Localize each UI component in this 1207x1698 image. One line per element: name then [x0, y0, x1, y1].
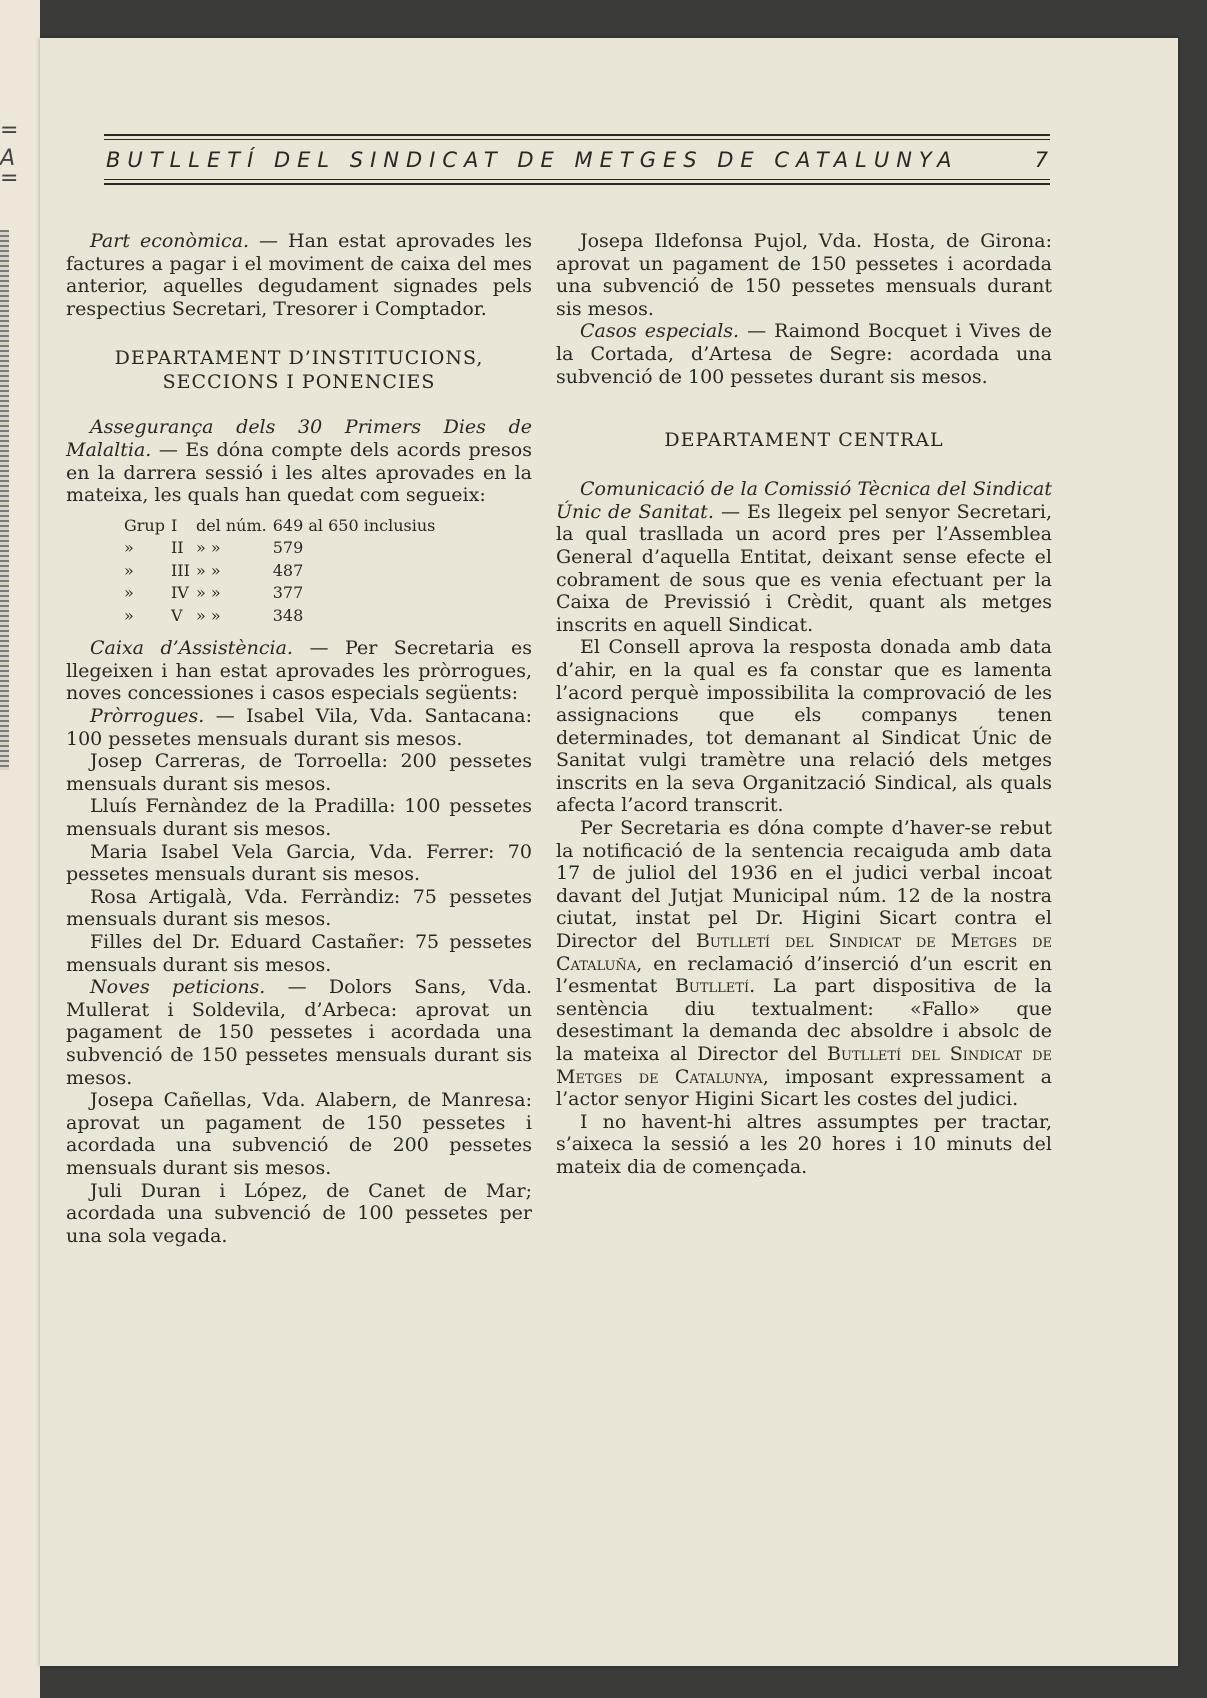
- paragraph-text: — Es llegeix pel senyor Secretari, la qual trasllada un acord pres per l’Assemblea General d’aquella Entitat, deixant sense efecte el cobrament de sous que es venia efectuant per la Caixa de Previssió i Crèdit, quant als metges inscrits en aquell Sindicat.: [556, 500, 1052, 636]
- header-rule-top: [104, 134, 1050, 136]
- paragraph-text: , en reclamació d’inserció d’un escrit en l’esmentat: [556, 952, 1052, 998]
- table-cell: III: [170, 560, 190, 580]
- table-cell: Grup: [124, 515, 165, 535]
- header-rule-bottom: [104, 183, 1050, 185]
- section-heading: DEPARTAMENT CENTRAL: [664, 429, 944, 452]
- groups-table: [124, 515, 441, 628]
- paragraph: Rosa Artigalà, Vda. Ferràndiz: 75 pessetes mensuals durant sis mesos.: [66, 885, 532, 931]
- paragraph-text: Per Secretaria es dóna compte d’haver-se rebut la notificació de la sentencia recaiguda amb data 17 de juliol del 1936 en el judici verbal incoat davant del Jutjat Municipal núm. 12 de la nostra ciutat, instat pel Dr. Higini Sicart contra el Director del: [556, 817, 1052, 953]
- table-cell: » »: [195, 560, 221, 580]
- paragraph: Josepa Cañellas, Vda. Alabern, de Manresa: aprovat un pagament de 150 pessetes i acordada una subvenció de 200 pessetes mensuals durant sis mesos.: [66, 1089, 532, 1179]
- paragraph-text: — Raimond Bocquet i Vives de la Cortada, d’Artesa de Segre: acordada una subvenció de 100 pessetes durant sis mesos.: [556, 320, 1052, 388]
- paragraph: Maria Isabel Vela Garcia, Vda. Ferrer: 70 pessetes mensuals durant sis mesos.: [66, 840, 532, 886]
- table-cell: V: [170, 605, 183, 625]
- run-in-heading: Caixa d’Assistència.: [90, 637, 293, 660]
- paragraph-text: — Es dóna compte dels acords presos en la darrera sessió i les altes aprovades en la mateixa, les quals han quedat com segueix:: [66, 438, 532, 507]
- paragraph-text: . La part dispositiva de la sentència diu textualment: «Fallo» que desestimant la demanda dec absoldre i absolc de la mateixa al Director del: [556, 975, 1052, 1065]
- table-cell: II: [170, 538, 184, 558]
- page-edge-mark: =: [0, 166, 19, 191]
- run-in-heading: Comunicació de la Comissió Tècnica del Sindicat Únic de Sanitat.: [556, 478, 1052, 523]
- paragraph-text: , imposant expressament a l’actor senyor Higini Sicart les costes del judici.: [556, 1065, 1052, 1111]
- table-cell: » »: [195, 538, 221, 558]
- paragraph-text: — Isabel Vila, Vda. Santacana: 100 pessetes mensuals durant sis mesos.: [66, 705, 532, 750]
- paragraph: [556, 478, 1052, 636]
- table-cell: 579: [272, 538, 304, 558]
- page-number: 7: [1034, 148, 1048, 172]
- table-row: [124, 560, 441, 583]
- table-cell: »: [124, 605, 134, 625]
- paragraph: Lluís Fernàndez de la Pradilla: 100 pessetes mensuals durant sis mesos.: [66, 795, 532, 840]
- page-edge-mark: =: [0, 118, 19, 143]
- paragraph-text: — Han estat aprovades les factures a pagar i el moviment de caixa del mes anterior, aquelles degudament signades pels respectius Secretari, Tresorer i Comptador.: [66, 230, 532, 320]
- table-cell: 377: [272, 583, 304, 603]
- run-in-heading: Assegurança dels 30 Primers Dies de Malaltia.: [66, 416, 532, 461]
- page-edge-mark: A: [0, 146, 16, 171]
- journal-name: Butlletí del Sindicat de Metges de Catalunya: [556, 1043, 1052, 1088]
- paragraph-text: — Per Secretaria es llegeixen i han estat aprovades les pròrrogues, noves concessiones i casos especials següents:: [66, 637, 532, 705]
- run-in-heading: Pròrrogues.: [90, 705, 205, 728]
- table-cell: »: [124, 583, 134, 603]
- paragraph: Juli Duran i López, de Canet de Mar; acordada una subvenció de 100 pessetes per una sola vegada.: [66, 1179, 532, 1247]
- running-header: [104, 146, 1050, 178]
- adjacent-page-edge: [0, 0, 40, 1698]
- page-edge-lines: [0, 230, 9, 770]
- paragraph-text: — Dolors Sans, Vda. Mullerat i Soldevila, d’Arbeca: aprovat un pagament de 150 pessetes i acordada una subvenció de 150 pessetes mensuals durant sis mesos.: [66, 976, 532, 1089]
- table-cell: » »: [195, 605, 221, 625]
- paragraph: El Consell aprova la resposta donada amb data d’ahir, en la qual es fa constar que es lamenta l’acord perquè impossibilita la comprovació de les assignacions que els companys tenen determinades, tot demanant al Sindicat Únic de Sanitat vulgi tramètre una relació dels metges inscrits en la seva Organització Sindical, als quals afecta l’acord transcrit.: [556, 636, 1052, 817]
- run-in-heading: Noves peticions.: [90, 976, 266, 999]
- table-cell: 649 al 650 inclusius: [272, 515, 436, 535]
- table-cell: IV: [170, 583, 189, 603]
- table-cell: del núm.: [195, 515, 267, 535]
- paragraph: [66, 705, 532, 750]
- run-in-heading: Casos especials.: [580, 320, 740, 343]
- table-cell: »: [124, 560, 134, 580]
- journal-title: BUTLLETÍ DEL SINDICAT DE METGES DE CATALUNYA: [106, 148, 959, 172]
- paragraph: [66, 976, 532, 1089]
- paragraph: [556, 817, 1052, 1111]
- paragraph: Filles del Dr. Eduard Castañer: 75 pessetes mensuals durant sis mesos.: [66, 930, 532, 976]
- header-rule-bottom-thin: [104, 179, 1050, 180]
- paragraph: [66, 416, 532, 506]
- paragraph: [66, 230, 532, 320]
- table-cell: 487: [272, 560, 304, 580]
- document-page: [40, 38, 1178, 1666]
- left-column: [66, 230, 532, 1247]
- section-heading-line: SECCIONS I PONENCIES: [162, 371, 436, 394]
- run-in-heading: Part econòmica.: [90, 230, 250, 252]
- paragraph: Josepa Ildefonsa Pujol, Vda. Hosta, de Girona: aprovat un pagament de 150 pessetes i acordada una subvenció de 150 pessetes mensuals durant sis mesos.: [556, 230, 1052, 320]
- table-row: [124, 582, 441, 605]
- table-cell: »: [124, 538, 134, 558]
- section-heading: [66, 346, 532, 394]
- table-cell: » »: [195, 583, 221, 603]
- table-cell: I: [170, 515, 178, 535]
- header-rule-top-thin: [104, 139, 1050, 140]
- table-row: [124, 605, 441, 628]
- table-cell: 348: [272, 605, 304, 625]
- journal-name: Butlletí: [674, 975, 750, 998]
- paragraph: [556, 320, 1052, 388]
- section-heading-line: DEPARTAMENT D’INSTITUCIONS,: [114, 347, 484, 370]
- table-row: [124, 537, 441, 560]
- right-column: [556, 230, 1052, 1179]
- paragraph: I no havent-hi altres assumptes per tractar, s’aixeca la sessió a les 20 hores i 10 minuts del mateix dia de començada.: [556, 1110, 1052, 1178]
- paragraph: [66, 637, 532, 705]
- table-row: [124, 515, 441, 538]
- journal-name: Butlletí del Sindicat de Metges de Cataluña: [556, 930, 1052, 975]
- paragraph: Josep Carreras, de Torroella: 200 pessetes mensuals durant sis mesos.: [66, 750, 532, 795]
